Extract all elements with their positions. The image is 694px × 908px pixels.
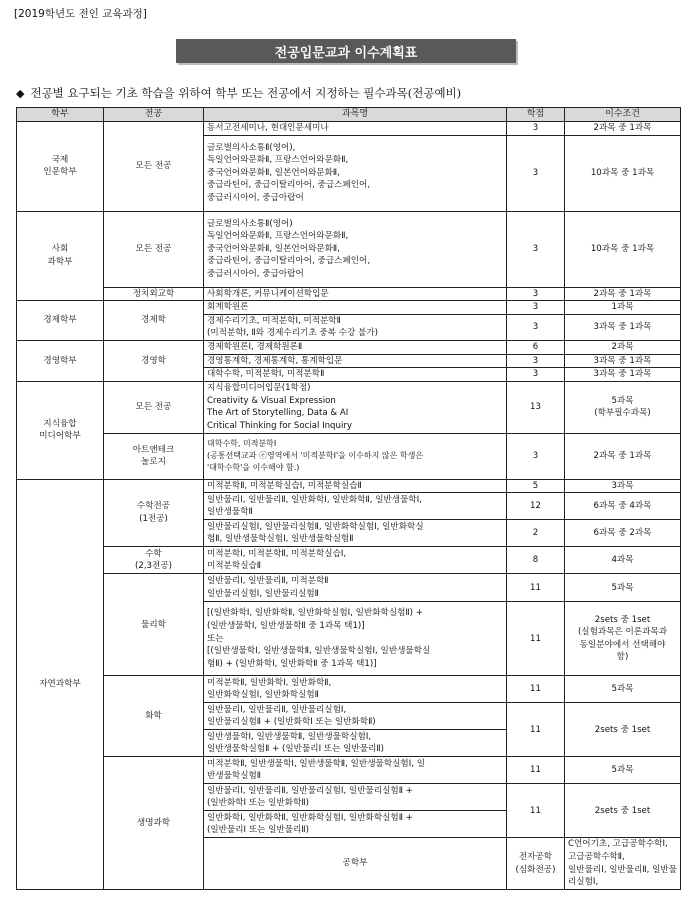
course-cell: 미적분학Ⅱ, 미적분학실습Ⅰ, 미적분학실습Ⅱ [204,479,507,493]
credit-cell: 13 [507,381,565,433]
dept-cell: 공학부 [204,838,507,889]
dept-cell: 사회 과학부 [17,211,104,301]
credit-cell: 6 [507,340,565,354]
course-cell: 일반물리Ⅰ, 일반물리Ⅱ, 일반물리실험Ⅰ, 일반물리실험Ⅱ + (일반화학Ⅰ 또는 일반화학Ⅱ) [204,784,507,811]
credit-cell: 3 [507,368,565,382]
black-diamond-icon: ◆ [16,87,25,100]
condition-cell: 4과목 [565,547,681,574]
credit-cell: 3 [507,314,565,340]
credit-cell: 11 [507,676,565,703]
course-cell: 일반화학Ⅰ, 일반화학Ⅱ, 일반화학실험Ⅰ, 일반화학실험Ⅱ + (일반물리Ⅰ 또는 일반물리Ⅱ) [204,811,507,838]
major-cell: 수학전공 (1전공) [104,479,204,547]
major-cell: 전자공학 (심화전공) [507,838,565,889]
credit-cell: 2 [507,520,565,547]
curriculum-year-label: [2019학년도 전인 교육과정] [14,8,147,20]
major-cell: 아트앤테크 놀로지 [104,433,204,479]
credit-cell: 11 [507,784,565,838]
course-cell: 동서고전세미나, 현대인문세미나 [204,121,507,135]
course-cell: 사회학개론, 커뮤니케이션학입문 [204,287,507,301]
course-cell: 일반물리Ⅰ, 일반물리Ⅱ, 미적분학Ⅱ 일반물리실험Ⅰ, 일반물리실험Ⅱ [204,574,507,602]
table-row [17,381,681,433]
condition-cell: 3과목 [565,479,681,493]
course-cell: 글로벌의사소통Ⅱ(영어), 독일언어와문화Ⅱ, 프랑스언어와문화Ⅱ, 중국언어와문화Ⅱ, 일본언어와문화Ⅱ, 중급라틴어, 중급이탈리아어, 중급스페인어, 중급러시아어, 중급아랍어 [204,135,507,211]
table-row [17,479,681,493]
course-cell: C언어기초, 고급공학수학Ⅰ, 고급공학수학Ⅱ, 일반물리Ⅰ, 일반물리Ⅱ, 일반물리실험Ⅰ, [565,838,681,889]
major-cell: 경영학 [104,340,204,381]
condition-cell: 2sets 중 1set (실험과목은 이론과목과 동일분야에서 선택해야 함) [565,602,681,676]
table-header-row [17,108,681,122]
course-cell: 대학수학, 미적분학Ⅰ (공통선택교과 ⓔ영역에서 '미적분학Ⅰ'을 이수하지 않은 학생은 '대학수학'을 이수해야 함.) [204,433,507,479]
condition-cell: 3과목 중 1과목 [565,368,681,382]
note-text: 전공별 요구되는 기초 학습을 위하여 학부 또는 전공에서 지정하는 필수과목(전공예비) [30,86,462,100]
condition-cell: 5과목 (학부필수과목) [565,381,681,433]
col-header-dept: 학부 [17,108,104,122]
course-cell: 지식융합미디어입문(1학점) Creativity & Visual Expression The Art of Storytelling, Data & AI Critical Thinking for Social Inquiry [204,381,507,433]
table-row [17,287,681,301]
col-header-course: 과목명 [204,108,507,122]
col-header-credit: 학점 [507,108,565,122]
course-cell: 일반물리실험Ⅰ, 일반물리실험Ⅱ, 일반화학실험Ⅰ, 일반화학실 험Ⅱ, 일반생물학실험Ⅰ, 일반생물학실험Ⅱ [204,520,507,547]
condition-cell: 2sets 중 1set [565,784,681,838]
credit-cell: 5 [507,479,565,493]
credit-cell: 3 [507,121,565,135]
dept-cell: 지식융합 미디어학부 [17,381,104,479]
table-row [17,547,681,574]
table-row [17,121,681,135]
credit-cell: 11 [507,703,565,757]
table-row [17,676,681,703]
course-cell: 미적분학Ⅰ, 미적분학Ⅱ, 미적분학실습Ⅰ, 미적분학실습Ⅱ [204,547,507,574]
condition-cell: 2과목 중 1과목 [565,433,681,479]
condition-cell: 10과목 중 1과목 [565,135,681,211]
dept-cell: 경영학부 [17,340,104,381]
condition-cell: 5과목 [565,757,681,784]
condition-cell: 6과목 중 4과목 [565,493,681,520]
col-header-major: 전공 [104,108,204,122]
course-cell: 대학수학, 미적분학Ⅰ, 미적분학Ⅱ [204,368,507,382]
dept-cell: 경제학부 [17,301,104,341]
section-note [16,85,461,101]
condition-cell: 3과목 중 1과목 [565,354,681,368]
credit-cell: 3 [507,301,565,315]
table-row [17,340,681,354]
dept-cell: 자연과학부 [17,479,104,889]
condition-cell: 3과목 중 1과목 [565,314,681,340]
credit-cell: 12 [507,493,565,520]
table-row [17,433,681,479]
course-cell: 회계학원론 [204,301,507,315]
course-cell: 미적분학Ⅱ, 일반화학Ⅰ, 일반화학Ⅱ, 일반화학실험Ⅰ, 일반화학실험Ⅱ [204,676,507,703]
credit-cell: 11 [507,602,565,676]
condition-cell: 5과목 [565,574,681,602]
major-cell: 생명과학 [104,757,204,889]
major-cell: 정치외교학 [104,287,204,301]
curriculum-table [16,107,681,890]
course-cell: 일반물리Ⅰ, 일반물리Ⅱ, 일반화학Ⅰ, 일반화학Ⅱ, 일반생물학Ⅰ, 일반생물학Ⅱ [204,493,507,520]
course-cell: 일반생물학Ⅰ, 일반생물학Ⅱ, 일반생물학실험Ⅰ, 일반생물학실험Ⅱ + (일반물리Ⅰ 또는 일반물리Ⅱ) [204,730,507,757]
major-cell: 모든 전공 [104,381,204,433]
page-title: 전공입문교과 이수계획표 [176,39,516,63]
course-cell: 경영통계학, 경제통계학, 통계학입문 [204,354,507,368]
course-cell: 경제학원론Ⅰ, 경제학원론Ⅱ [204,340,507,354]
credit-cell: 11 [507,757,565,784]
credit-cell: 11 [507,574,565,602]
major-cell: 화학 [104,676,204,757]
condition-cell: 6과목 중 2과목 [565,520,681,547]
course-cell: [(일반화학Ⅰ, 일반화학Ⅱ, 일반화학실험Ⅰ, 일반화학실험Ⅱ) + (일반생물학Ⅰ, 일반생물학Ⅱ 중 1과목 택1)] 또는 [(일반생물학Ⅰ, 일반생물학Ⅱ, 일반생물학실험Ⅰ, 일반생물학실 험Ⅱ) + (일반화학Ⅰ, 일반화학Ⅱ 중 1과목 택1)] [204,602,507,676]
major-cell: 물리학 [104,574,204,676]
condition-cell: 10과목 중 1과목 [565,211,681,287]
table-row [17,211,681,287]
table-row [17,301,681,315]
dept-cell: 국제 인문학부 [17,121,104,211]
table-row [17,574,681,602]
condition-cell: 2과목 중 1과목 [565,287,681,301]
course-cell: 미적분학Ⅱ, 일반생물학Ⅰ, 일반생물학Ⅱ, 일반생물학실험Ⅰ, 일 반생물학실험Ⅱ [204,757,507,784]
course-cell: 글로벌의사소통Ⅱ(영어) 독일언어와문화Ⅱ, 프랑스언어와문화Ⅱ, 중국언어와문화Ⅱ, 일본언어와문화Ⅱ, 중급라틴어, 중급이탈리아어, 중급스페인어, 중급러시아어, 중급아랍어 [204,211,507,287]
credit-cell: 8 [507,547,565,574]
condition-cell: 1과목 [565,301,681,315]
condition-cell: 2과목 중 1과목 [565,121,681,135]
condition-cell: 2과목 [565,340,681,354]
credit-cell: 3 [507,287,565,301]
major-cell: 수학 (2,3전공) [104,547,204,574]
course-cell: 일반물리Ⅰ, 일반물리Ⅱ, 일반물리실험Ⅰ, 일반물리실험Ⅱ + (일반화학Ⅰ 또는 일반화학Ⅱ) [204,703,507,730]
col-header-condition: 이수조건 [565,108,681,122]
course-cell: 경제수리기초, 미적분학Ⅰ, 미적분학Ⅱ (미적분학Ⅰ, Ⅱ와 경제수리기초 중복 수강 불가) [204,314,507,340]
condition-cell: 2sets 중 1set [565,703,681,757]
major-cell: 모든 전공 [104,211,204,287]
credit-cell: 3 [507,354,565,368]
major-cell: 모든 전공 [104,121,204,211]
major-cell: 경제학 [104,301,204,341]
table-row [17,757,681,784]
credit-cell: 3 [507,135,565,211]
credit-cell: 3 [507,211,565,287]
condition-cell: 5과목 [565,676,681,703]
credit-cell: 3 [507,433,565,479]
